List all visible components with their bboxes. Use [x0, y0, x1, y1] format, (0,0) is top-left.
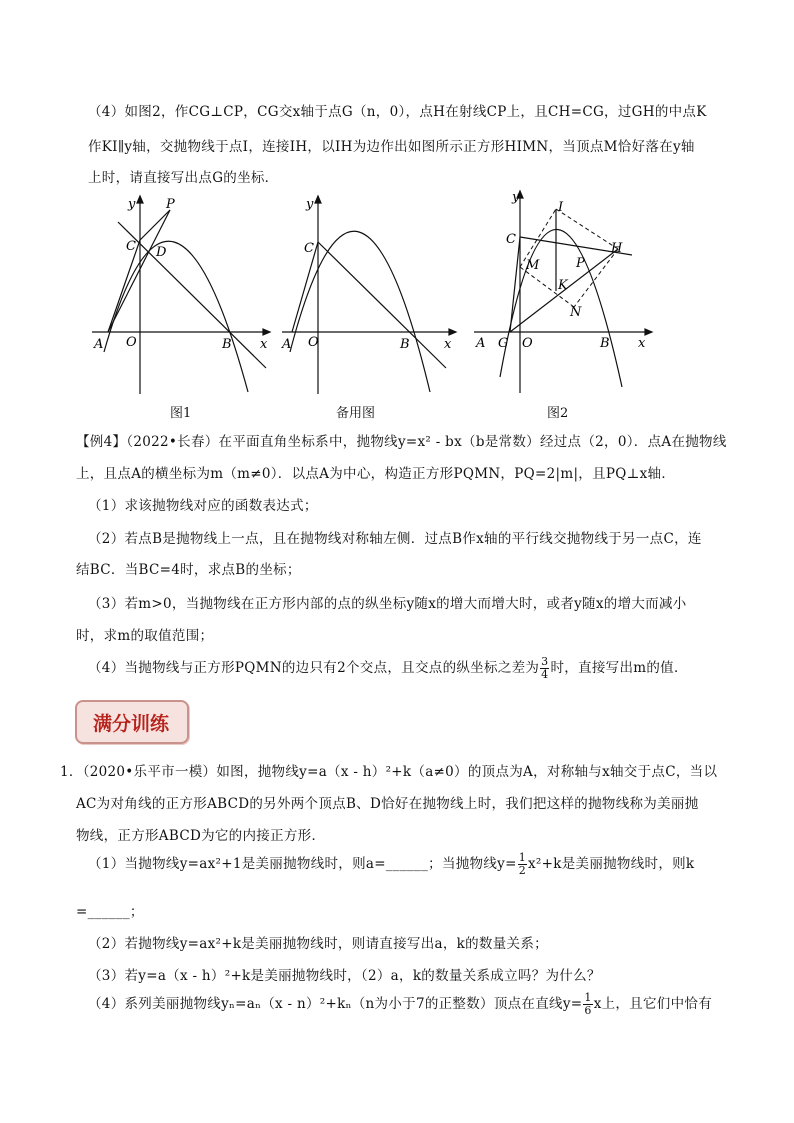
problem1-q1 [88, 852, 694, 877]
fig2-label-y: y [512, 190, 520, 205]
figure-2 [470, 187, 660, 397]
fraction-numerator: 1 [584, 991, 592, 1004]
backup-label-B: B [400, 337, 410, 352]
example4-q4-text-post: 时，直接写出m的值． [550, 660, 688, 676]
fig1-label-D: D [156, 245, 167, 260]
fig1-label-B: B [222, 337, 232, 352]
example4-q2-line-2: 结BC．当BC=4时，求点B的坐标； [76, 562, 301, 578]
fig2-label-N: N [570, 305, 582, 320]
fig2-label-H: H [611, 241, 623, 256]
fraction-one-half [518, 852, 527, 877]
problem1-line-2: AC为对角线的正方形ABCD的另外两个顶点B、D恰好在抛物线上时，我们把这样的抛物线称为美丽抛 [76, 796, 699, 812]
example4-line-1: 【例4】（2022•长春）在平面直角坐标系中，抛物线y=x² - bx（b是常数）经过点（2，0）．点A在抛物线 [76, 434, 727, 450]
fig1-caption: 图1 [170, 406, 192, 421]
fraction-denominator: 2 [518, 864, 527, 877]
problem1-q2: （2）若抛物线y=ax²+k是美丽抛物线时，则请直接写出a，k的数量关系； [88, 936, 548, 952]
fig2-label-M: M [526, 258, 540, 273]
example4-q4-text-pre: （4）当抛物线与正方形PQMN的边只有2个交点，且交点的纵坐标之差为 [88, 660, 540, 676]
fig1-label-A: A [94, 337, 104, 352]
fig1-label-x: x [260, 337, 268, 352]
fig2-label-O: O [522, 336, 533, 351]
fraction-three-quarters [540, 656, 549, 681]
problem1-q3: （3）若y=a（x - h）²+k是美丽抛物线时，（2）a，k的数量关系成立吗？为什么？ [88, 968, 601, 984]
fraction-numerator: 3 [541, 655, 549, 668]
problem1-q4-text-pre: （4）系列美丽抛物线yₙ=aₙ（x - n）²+kₙ（n为小于7的正整数）顶点在直线y= [88, 996, 583, 1012]
fig1-label-O: O [126, 335, 137, 350]
fraction-one-sixth [583, 992, 592, 1017]
backup-label-y: y [306, 197, 314, 212]
example4-q3-line-1: （3）若m>0，当抛物线在正方形内部的点的纵坐标y随x的增大而增大时，或者y随x的增大而减小 [88, 596, 687, 612]
section-badge-label: 满分训练 [93, 713, 170, 735]
fig1-label-P: P [166, 197, 175, 212]
backup-caption: 备用图 [336, 406, 376, 421]
problem1-q1-cont: =______； [76, 904, 144, 920]
problem1-q4 [88, 992, 712, 1017]
section-badge [75, 700, 189, 744]
example4-q4 [88, 656, 688, 681]
fig2-label-B: B [600, 336, 610, 351]
backup-label-O: O [308, 335, 319, 350]
fig2-label-P: P [576, 256, 585, 271]
fraction-numerator: 1 [518, 851, 527, 864]
fig2-label-K: K [558, 278, 568, 293]
example4-q3-line-2: 时，求m的取值范围； [76, 628, 214, 644]
q4-line-2: 作KI∥y轴，交抛物线于点I，连接IH，以IH为边作出如图所示正方形HIMN，当顶点M恰好落在y轴 [88, 139, 695, 155]
problem1-line-1: 1．（2020•乐平市一模）如图，抛物线y=a（x - h）²+k（a≠0）的顶点为A，对称轴与x轴交于点C，当以 [60, 764, 718, 780]
problem1-line-3: 物线，正方形ABCD为它的内接正方形． [76, 828, 326, 844]
problem1-q1-text-post: x²+k是美丽抛物线时，则k [528, 856, 695, 872]
example4-q2-line-1: （2）若点B是抛物线上一点，且在抛物线对称轴左侧．过点B作x轴的平行线交抛物线于另一点C，连 [88, 531, 702, 547]
fraction-denominator: 6 [584, 1004, 592, 1017]
backup-label-C: C [304, 241, 314, 256]
fig2-label-I: I [558, 200, 564, 215]
fig1-label-y: y [128, 197, 136, 212]
figure-backup [278, 192, 463, 397]
fraction-denominator: 4 [541, 668, 549, 681]
example4-q1: （1）求该抛物线对应的函数表达式； [88, 498, 318, 514]
fig1-label-C: C [126, 239, 136, 254]
fig2-caption: 图2 [547, 406, 569, 421]
backup-label-A: A [282, 337, 292, 352]
figure-1 [88, 192, 278, 397]
problem1-q4-text-post: x上，且它们中恰有 [593, 996, 713, 1012]
example4-line-2: 上，且点A的横坐标为m（m≠0）．以点A为中心，构造正方形PQMN，PQ=2|m|，且PQ⊥x轴． [76, 466, 676, 482]
q4-line-1: （4）如图2，作CG⊥CP，CG交x轴于点G（n，0），点H在射线CP上，且CH=CG，过GH的中点K [88, 104, 707, 120]
backup-label-x: x [444, 337, 452, 352]
q4-line-3: 上时，请直接写出点G的坐标． [88, 170, 279, 186]
problem1-q1-text-pre: （1）当抛物线y=ax²+1是美丽抛物线时，则a=______；当抛物线y= [88, 856, 517, 872]
fig2-label-G: G [498, 336, 509, 351]
fig2-label-x: x [638, 336, 646, 351]
fig2-label-A: A [476, 336, 486, 351]
fig2-label-C: C [506, 232, 516, 247]
